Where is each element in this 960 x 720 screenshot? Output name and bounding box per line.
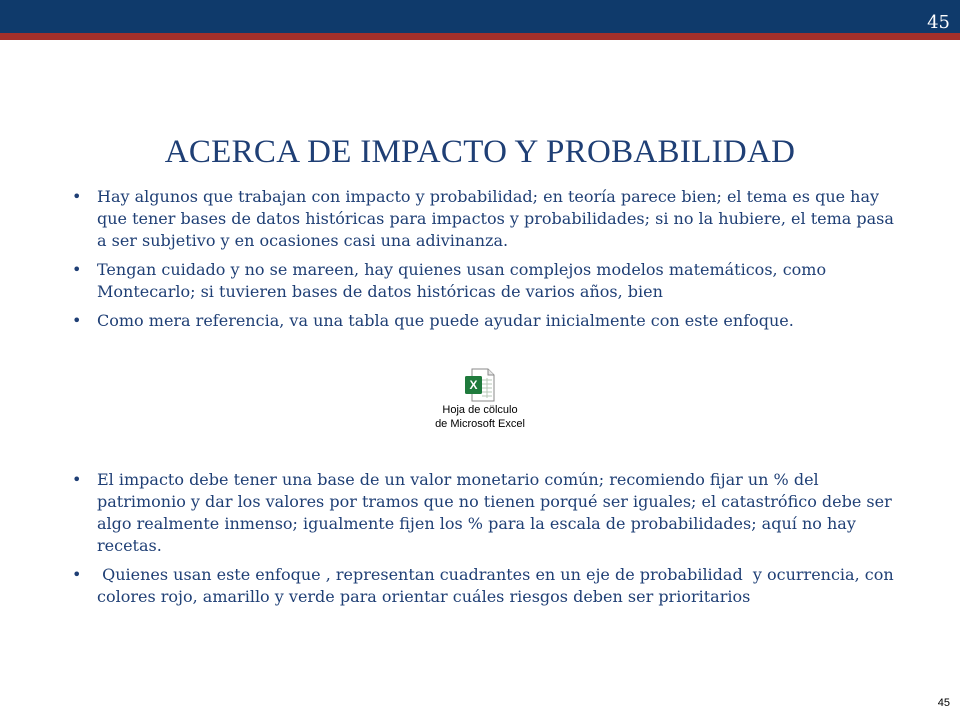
bullet-list-bottom: [72, 469, 904, 615]
excel-caption-line-2: de Microsoft Excel: [435, 418, 525, 430]
bullet-dot: •: [72, 311, 82, 330]
bullet-dot: •: [72, 565, 82, 584]
embedded-excel-object[interactable]: [426, 368, 534, 431]
bullet-item: [72, 259, 904, 303]
bullet-text: Como mera referencia, va una tabla que puede ayudar inicialmente con este enfoque.: [97, 311, 794, 330]
bullet-item: [72, 310, 904, 332]
bullet-item: [72, 469, 904, 557]
bullet-list-top: [72, 186, 904, 339]
bullet-item: [72, 564, 904, 608]
bullet-dot: •: [72, 187, 82, 206]
header-accent-line: [0, 33, 960, 40]
bullet-item: [72, 186, 904, 252]
page-number-bottom: 45: [937, 697, 950, 709]
header-bar: [0, 0, 960, 33]
slide-title: ACERCA DE IMPACTO Y PROBABILIDAD: [164, 134, 796, 170]
bullet-text: Quienes usan este enfoque , representan cuadrantes en un eje de probabilidad y ocurrencia, con colores rojo, amarillo y verde para orientar cuáles riesgos deben ser prioritarios: [97, 565, 899, 606]
bullet-dot: •: [72, 260, 82, 279]
page-number-top: 45: [927, 12, 950, 33]
bullet-text: Tengan cuidado y no se mareen, hay quienes usan complejos modelos matemáticos, como Montecarlo; si tuvieren bases de datos históricas de varios años, bien: [97, 260, 827, 301]
excel-file-icon[interactable]: [464, 368, 496, 402]
excel-caption-line-1: Hoja de cölculo: [442, 404, 518, 416]
bullet-text: El impacto debe tener una base de un valor monetario común; recomiendo fijar un % del patrimonio y dar los valores por tramos que no tienen porqué ser iguales; el catastrófico debe ser algo realmente inmenso; igualmente fijen los % para la escala de probabilidades; aquí no hay recetas.: [97, 470, 892, 555]
bullet-dot: •: [72, 470, 82, 489]
bullet-text: Hay algunos que trabajan con impacto y probabilidad; en teoría parece bien; el tema es que hay que tener bases de datos históricas para impactos y probabilidades; si no la hubiere, el tema pasa a ser subjetivo y en ocasiones casi una adivinanza.: [97, 187, 894, 250]
excel-icon-letter: X: [469, 378, 478, 392]
